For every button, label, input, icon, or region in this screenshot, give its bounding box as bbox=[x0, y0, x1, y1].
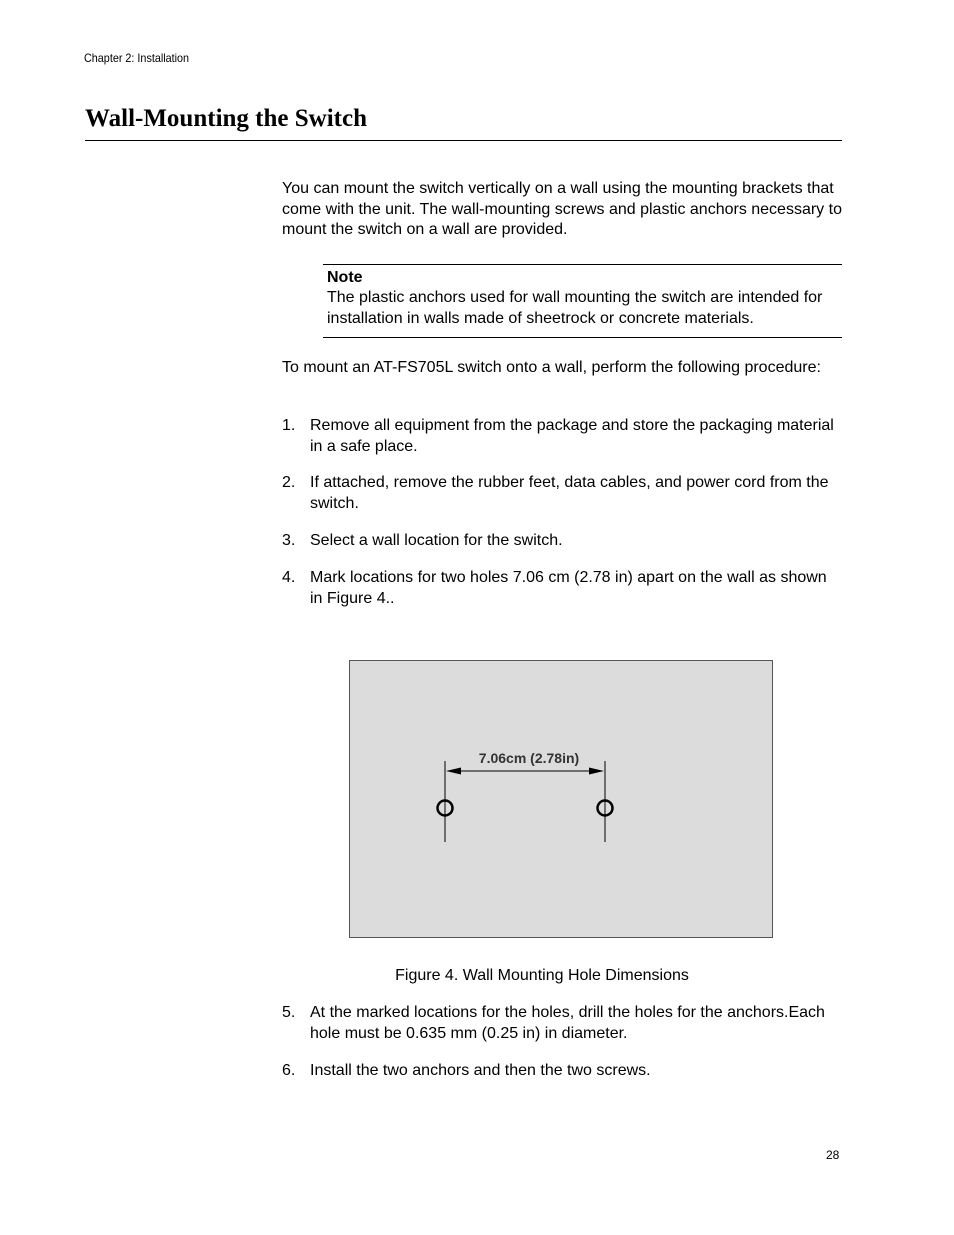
procedure-intro: To mount an AT-FS705L switch onto a wall, perform the following procedure: bbox=[282, 359, 821, 376]
right-arrowhead bbox=[589, 768, 604, 775]
step-text: If attached, remove the rubber feet, data cables, and power cord from the switch. bbox=[310, 474, 829, 512]
step-3 bbox=[282, 531, 842, 552]
step-4 bbox=[282, 568, 842, 609]
step-number: 3. bbox=[282, 532, 296, 549]
step-text: Select a wall location for the switch. bbox=[310, 532, 563, 549]
running-head: Chapter 2: Installation bbox=[84, 51, 190, 65]
step-2 bbox=[282, 473, 842, 514]
hole-dimension-figure bbox=[349, 660, 773, 938]
step-number: 5. bbox=[282, 1004, 296, 1021]
section-title: Wall-Mounting the Switch bbox=[85, 105, 367, 132]
step-text: At the marked locations for the holes, drill the holes for the anchors.Each hole must be 0.635 mm (0.25 in) in diameter. bbox=[310, 1004, 825, 1042]
step-number: 1. bbox=[282, 417, 296, 434]
step-number: 2. bbox=[282, 474, 296, 491]
dimension-label: 7.06cm (2.78in) bbox=[478, 750, 580, 766]
note-box bbox=[323, 264, 842, 338]
step-number: 6. bbox=[282, 1062, 296, 1079]
step-text: Install the two anchors and then the two screws. bbox=[310, 1062, 651, 1079]
step-5 bbox=[282, 1003, 842, 1044]
step-1 bbox=[282, 416, 842, 457]
note-label: Note bbox=[327, 269, 363, 286]
left-arrowhead bbox=[446, 768, 461, 775]
step-number: 4. bbox=[282, 569, 296, 586]
page-number: 28 bbox=[826, 1148, 840, 1162]
step-text: Mark locations for two holes 7.06 cm (2.78 in) apart on the wall as shown in Figure 4.. bbox=[310, 569, 827, 607]
figure-caption: Figure 4. Wall Mounting Hole Dimensions bbox=[395, 967, 689, 984]
step-text: Remove all equipment from the package and store the packaging material in a safe place. bbox=[310, 417, 834, 455]
step-6 bbox=[282, 1061, 842, 1082]
note-text: The plastic anchors used for wall mounting the switch are intended for installation in walls made of sheetrock or concrete materials. bbox=[327, 289, 823, 327]
title-rule bbox=[85, 140, 842, 141]
hole-diagram bbox=[350, 661, 774, 939]
intro-paragraph: You can mount the switch vertically on a wall using the mounting brackets that come with the unit. The wall-mounting screws and plastic anchors necessary to mount the switch on a wall are provided. bbox=[282, 180, 842, 238]
